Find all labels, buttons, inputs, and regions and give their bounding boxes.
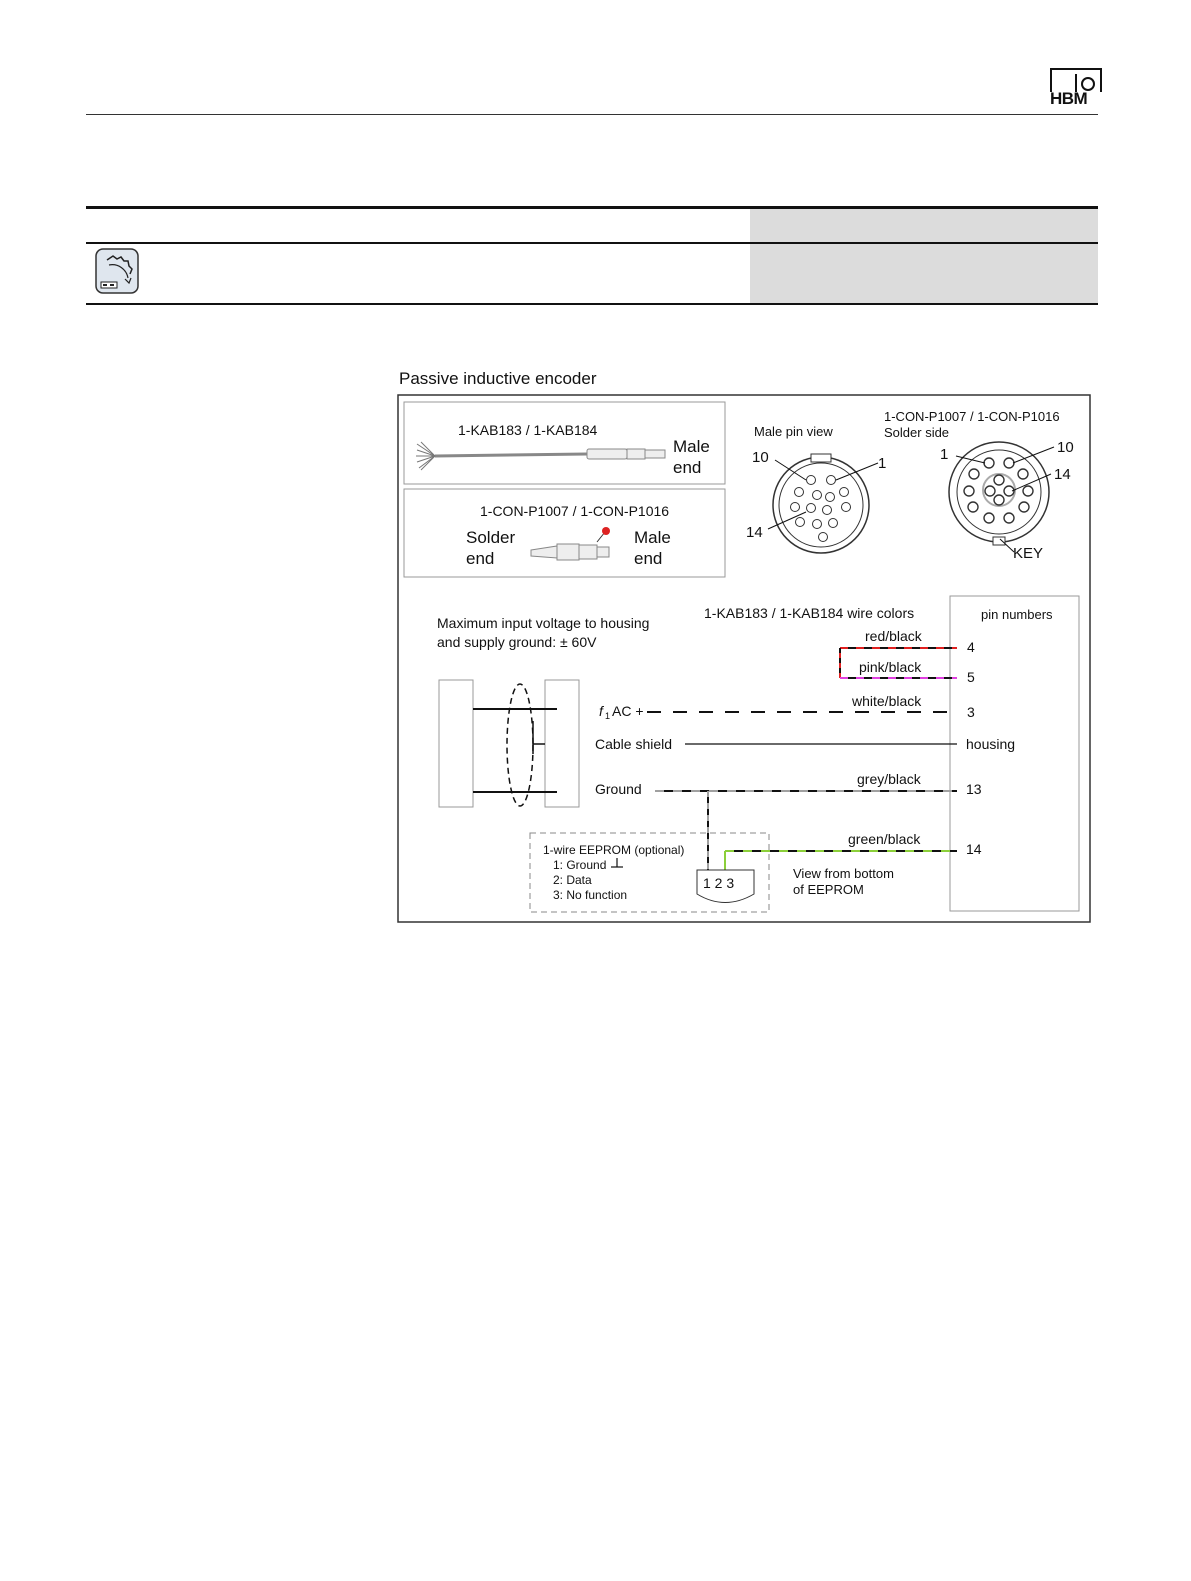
f1-label: f: [599, 703, 603, 719]
red-dot-icon: [602, 527, 610, 535]
solder-pin-14-label: 14: [1054, 466, 1071, 483]
logo-text: HBM: [1050, 89, 1088, 108]
pin-numbers-title: pin numbers: [981, 607, 1053, 622]
solder-side-label-2: Solder side: [884, 425, 950, 440]
wire-white-black-label: white/black: [852, 693, 922, 709]
eeprom-pin-3: 3: No function: [553, 888, 628, 902]
cable-label: 1-KAB183 / 1-KAB184: [458, 422, 598, 438]
connector-male-label-1: Male: [634, 528, 671, 547]
max-voltage-line-1: Maximum input voltage to housing: [437, 615, 650, 631]
solder-end-label-1: Solder: [466, 528, 516, 547]
eeprom-title: 1-wire EEPROM (optional): [543, 843, 685, 857]
header-rule: [86, 114, 1098, 115]
ground-label: Ground: [595, 781, 642, 797]
wire-green-black-label: green/black: [848, 831, 921, 847]
pin-13-label: 13: [966, 781, 982, 797]
ac-plus-label: AC +: [612, 703, 644, 719]
pin-14-label: 14: [966, 841, 982, 857]
wiring-diagram: [397, 394, 1091, 924]
figure-title: Passive inductive encoder: [399, 369, 597, 388]
max-voltage-line-2: and supply ground: ± 60V: [437, 634, 597, 650]
eeprom-view-line-2: of EEPROM: [793, 882, 864, 897]
encoder-icon: [95, 248, 139, 294]
eeprom-pin-2: 2: Data: [553, 873, 592, 887]
cable-shield-label: Cable shield: [595, 736, 673, 752]
wire-pink-black-label: pink/black: [859, 659, 922, 675]
solder-side-label-1: 1-CON-P1007 / 1-CON-P1016: [884, 409, 1060, 424]
solder-end-label-2: end: [466, 549, 495, 568]
pin-4-label: 4: [967, 639, 975, 655]
pin-3-label: 3: [967, 704, 975, 720]
male-pin-10-label: 10: [752, 449, 769, 466]
solder-pin-1-label: 1: [940, 446, 949, 463]
f1-subscript: 1: [605, 711, 611, 721]
connector-male-label-2: end: [634, 549, 663, 568]
key-label: KEY: [1013, 545, 1044, 562]
table-bottom-rule: [86, 303, 1098, 305]
table-top-rule: [86, 206, 1098, 209]
male-pin-14-label: 14: [746, 524, 763, 541]
wire-colors-title: 1-KAB183 / 1-KAB184 wire colors: [704, 605, 915, 621]
hbm-logo: [1050, 68, 1100, 110]
eeprom-pin-numbers: 1 2 3: [703, 875, 735, 891]
wire-grey-black-label: grey/black: [857, 771, 921, 787]
male-end-label-2: end: [673, 458, 702, 477]
male-end-label-1: Male: [673, 437, 710, 456]
wire-red-black-label: red/black: [865, 628, 922, 644]
eeprom-view-line-1: View from bottom: [793, 866, 894, 881]
info-table: [86, 206, 1098, 305]
table-gray-column: [750, 208, 1098, 304]
housing-label: housing: [966, 736, 1016, 752]
male-pin-1-label: 1: [878, 455, 887, 472]
table-header-rule: [86, 242, 1098, 244]
solder-pin-10-label: 10: [1057, 439, 1074, 456]
connector-label: 1-CON-P1007 / 1-CON-P1016: [480, 503, 670, 519]
eeprom-pin-1: 1: Ground: [553, 858, 607, 872]
male-pin-view-label: Male pin view: [754, 424, 833, 439]
pin-5-label: 5: [967, 669, 975, 685]
